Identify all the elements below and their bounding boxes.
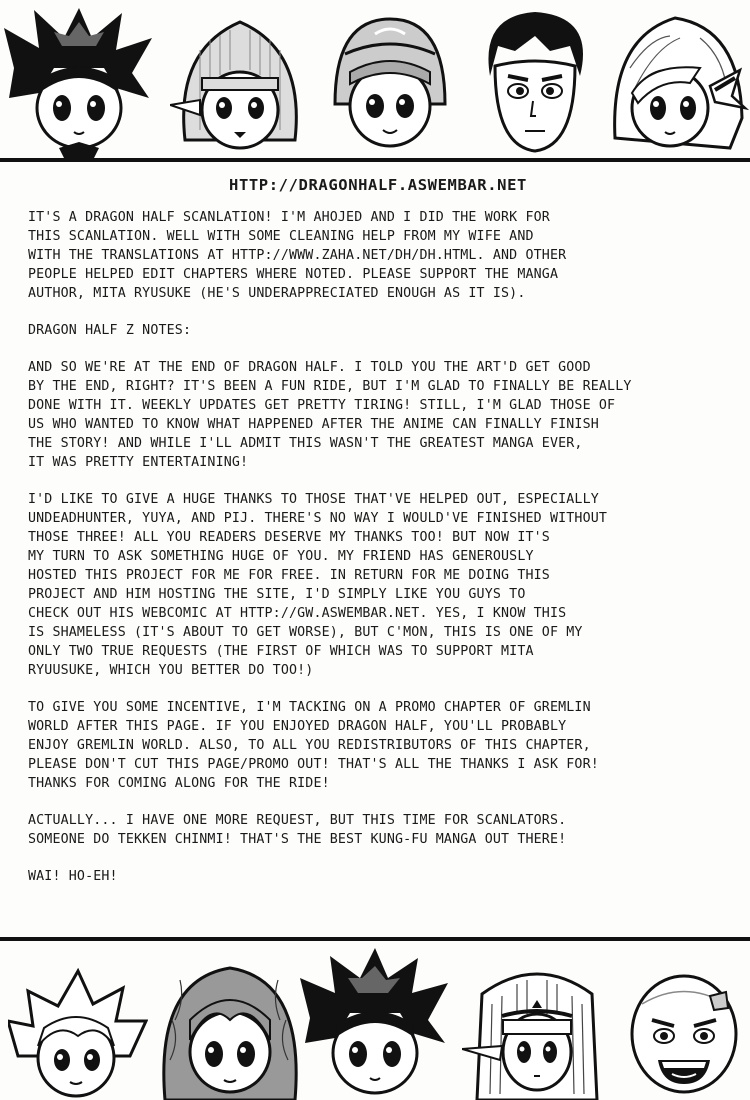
notes-paragraph [28, 490, 728, 680]
text-line: CHECK OUT HIS WEBCOMIC AT HTTP://GW.ASWEMBAR.NET. YES, I KNOW THIS [28, 606, 567, 621]
text-line: PROJECT AND HIM HOSTING THE SITE, I'D SIMPLY LIKE YOU GUYS TO [28, 587, 526, 602]
notes-text-area [28, 172, 728, 932]
text-line: THANKS FOR COMING ALONG FOR THE RIDE! [28, 776, 330, 791]
text-line: US WHO WANTED TO KNOW WHAT HAPPENED AFTER THE ANIME CAN FINALLY FINISH [28, 417, 599, 432]
helmet-boy-illustration [325, 14, 455, 160]
text-line: ONLY TWO TRUE REQUESTS (THE FIRST OF WHICH WAS TO SUPPORT MITA [28, 644, 534, 659]
text-line: WAI! HO-EH! [28, 869, 118, 884]
text-line: PLEASE DON'T CUT THIS PAGE/PROMO OUT! THAT'S ALL THE THANKS I ASK FOR! [28, 757, 599, 772]
text-line: THIS SCANLATION. WELL WITH SOME CLEANING HELP FROM MY WIFE AND [28, 229, 534, 244]
text-line: WITH THE TRANSLATIONS AT HTTP://WWW.ZAHA.NET/DH/DH.HTML. AND OTHER [28, 248, 567, 263]
text-line: RYUUSUKE, WHICH YOU BETTER DO TOO!) [28, 663, 314, 678]
notes-paragraph [28, 358, 728, 472]
text-line: SOMEONE DO TEKKEN CHINMI! THAT'S THE BEST KUNG-FU MANGA OUT THERE! [28, 832, 567, 847]
text-line: THE STORY! AND WHILE I'LL ADMIT THIS WASN'T THE GREATEST MANGA EVER, [28, 436, 583, 451]
bald-scarred-man-illustration [622, 964, 746, 1100]
text-line: I'D LIKE TO GIVE A HUGE THANKS TO THOSE THAT'VE HELPED OUT, ESPECIALLY [28, 492, 599, 507]
text-line: AUTHOR, MITA RYUSUKE (HE'S UNDERAPPRECIATED ENOUGH AS IT IS). [28, 286, 526, 301]
ribbon-girl-illustration [610, 8, 750, 158]
text-line: ENJOY GREMLIN WORLD. ALSO, TO ALL YOU REDISTRIBUTORS OF THIS CHAPTER, [28, 738, 591, 753]
text-line: WORLD AFTER THIS PAGE. IF YOU ENJOYED DRAGON HALF, YOU'LL PROBABLY [28, 719, 567, 734]
notes-paragraph [28, 867, 728, 886]
text-line: IT WAS PRETTY ENTERTAINING! [28, 455, 249, 470]
spiky-haired-boy-illustration [4, 8, 154, 158]
header-divider-rule [0, 158, 750, 162]
bob-haired-girl-illustration [170, 10, 310, 160]
notes-paragraph [28, 698, 728, 793]
text-line: PEOPLE HELPED EDIT CHAPTERS WHERE NOTED. PLEASE SUPPORT THE MANGA [28, 267, 559, 282]
long-haired-elf-illustration [462, 954, 612, 1100]
header-character-band [0, 0, 750, 160]
text-line: HOSTED THIS PROJECT FOR ME FOR FREE. IN RETURN FOR ME DOING THIS [28, 568, 550, 583]
text-line: MY TURN TO ASK SOMETHING HUGE OF YOU. MY FRIEND HAS GENEROUSLY [28, 549, 534, 564]
white-haired-boy-illustration [8, 966, 148, 1100]
text-line: UNDEADHUNTER, YUYA, AND PIJ. THERE'S NO WAY I WOULD'VE FINISHED WITHOUT [28, 511, 608, 526]
text-line: DONE WITH IT. WEEKLY UPDATES GET PRETTY TIRING! STILL, I'M GLAD THOSE OF [28, 398, 616, 413]
wavy-haired-girl-illustration [160, 960, 300, 1100]
stern-man-illustration [470, 6, 600, 158]
notes-paragraphs [28, 208, 728, 886]
text-line: IT'S A DRAGON HALF SCANLATION! I'M AHOJED AND I DID THE WORK FOR [28, 210, 550, 225]
text-line: TO GIVE YOU SOME INCENTIVE, I'M TACKING ON A PROMO CHAPTER OF GREMLIN [28, 700, 591, 715]
notes-paragraph [28, 321, 728, 340]
text-line: ACTUALLY... I HAVE ONE MORE REQUEST, BUT THIS TIME FOR SCANLATORS. [28, 813, 567, 828]
text-line: BY THE END, RIGHT? IT'S BEEN A FUN RIDE, BUT I'M GLAD TO FINALLY BE REALLY [28, 379, 632, 394]
notes-paragraph [28, 208, 728, 303]
site-url-heading: HTTP://DRAGONHALF.ASWEMBAR.NET [229, 176, 527, 194]
text-line: DRAGON HALF Z NOTES: [28, 323, 192, 338]
text-line: THOSE THREE! ALL YOU READERS DESERVE MY THANKS TOO! BUT NOW IT'S [28, 530, 550, 545]
footer-character-band [0, 940, 750, 1100]
text-line: IS SHAMELESS (IT'S ABOUT TO GET WORSE), BUT C'MON, THIS IS ONE OF MY [28, 625, 583, 640]
text-line: AND SO WE'RE AT THE END OF DRAGON HALF. I TOLD YOU THE ART'D GET GOOD [28, 360, 591, 375]
spiky-haired-boy-2-illustration [300, 948, 450, 1100]
notes-paragraph [28, 811, 728, 849]
